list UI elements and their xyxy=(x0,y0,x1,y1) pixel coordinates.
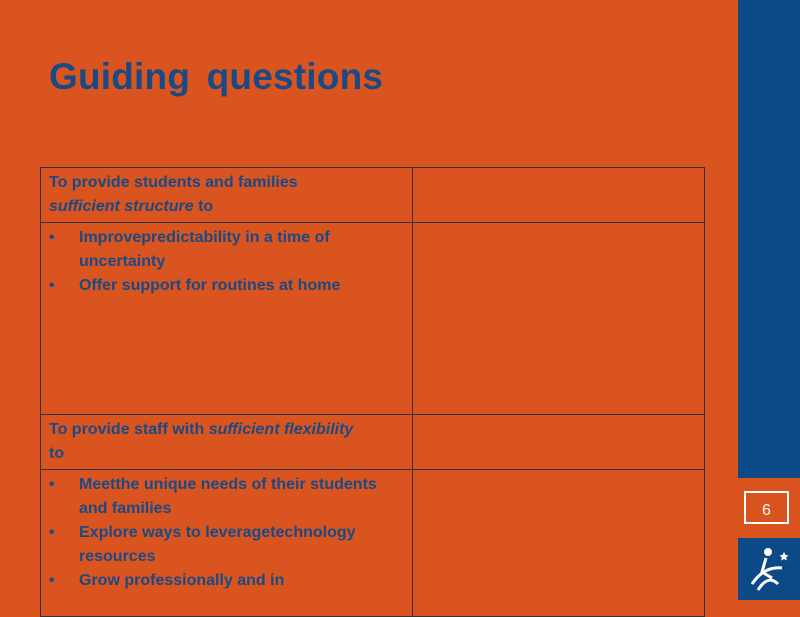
table-cell xyxy=(41,470,413,617)
row-heading-suffix: to xyxy=(49,445,65,462)
sidebar-band xyxy=(738,0,800,478)
row-heading-emphasis: sufficient flexibility xyxy=(208,421,354,438)
table-cell-empty xyxy=(413,415,705,470)
table-row xyxy=(41,470,705,617)
list-item: • Offer support for routines at home xyxy=(49,274,406,298)
table-row xyxy=(41,415,705,470)
table-cell-empty xyxy=(413,223,705,415)
row-heading-emphasis: sufficient structure xyxy=(49,198,194,215)
row-heading-prefix: To provide staff with xyxy=(49,421,209,438)
table-cell xyxy=(41,223,413,415)
logo-panel xyxy=(738,538,800,600)
table-cell xyxy=(41,415,413,470)
list-item: • Explore ways to leveragetechnology resources xyxy=(49,521,406,569)
list-item: • Grow professionally and in xyxy=(49,569,406,593)
row-heading-suffix: to xyxy=(193,198,214,215)
page-number: 6 xyxy=(744,491,789,524)
table-row xyxy=(41,223,705,415)
table-row xyxy=(41,168,705,223)
bullet-list xyxy=(49,473,406,593)
table-cell-empty xyxy=(413,470,705,617)
table-cell xyxy=(41,168,413,223)
table-cell-empty xyxy=(413,168,705,223)
row-heading-prefix: To provide students and families xyxy=(49,174,298,191)
guiding-questions-table xyxy=(40,167,705,617)
slide-title: Guiding questions xyxy=(49,56,384,97)
list-item: • Meetthe unique needs of their students and families xyxy=(49,473,406,521)
organization-logo-icon xyxy=(738,538,800,600)
list-item: • Improvepredictability in a time of uncertainty xyxy=(49,226,406,274)
bullet-list xyxy=(49,226,406,298)
